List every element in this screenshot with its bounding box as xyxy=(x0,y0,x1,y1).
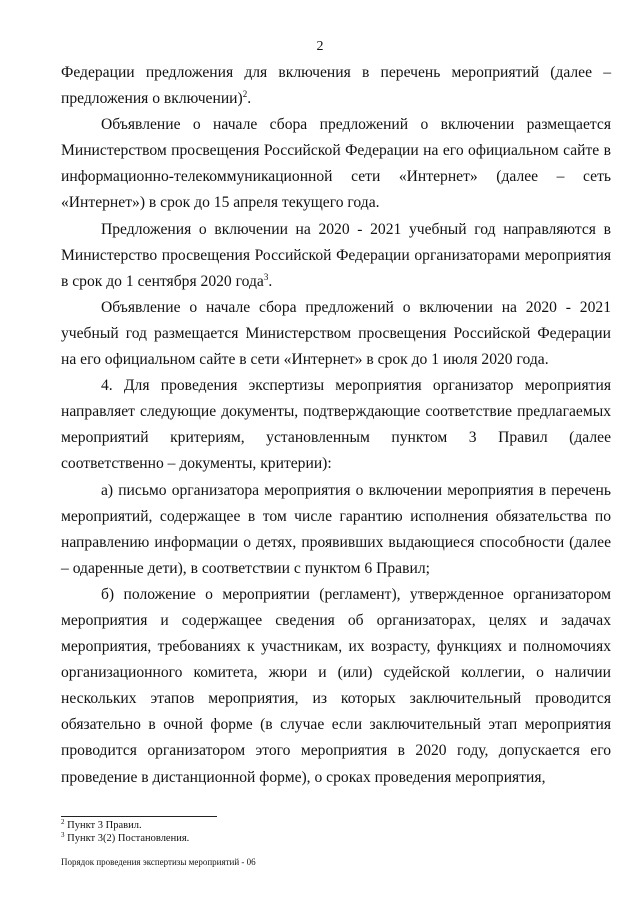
paragraph-3-text: Предложения о включении на 2020 - 2021 учебный год направляются в Министерство просвещения Российской Федерации организаторами мероприятия в срок до 1 сентября 2020 года xyxy=(61,220,611,290)
paragraph-1 xyxy=(61,60,611,112)
page-number: 2 xyxy=(316,39,324,54)
footnote-mark: 3 xyxy=(61,831,65,839)
footnote-divider xyxy=(61,816,217,817)
footnote-2 xyxy=(61,819,461,832)
body-text xyxy=(61,60,611,791)
paragraph-4: Объявление о начале сбора предложений о включении на 2020 - 2021 учебный год размещается Министерством просвещения Российской Федерации на его официальном сайте в сети «Интернет» в срок до 1 июля 2020 года. xyxy=(61,298,611,369)
paragraph-3-end: . xyxy=(268,272,273,290)
paragraph-7: б) положение о мероприятии (регламент), утвержденное организатором мероприятия и содержащее сведения об организаторах, целях и задачах мероприятия, требованиях к участникам, их возрасту, функциях и полномочиях организационного комитета, жюри и (или) судейской коллегии, о наличии нескольких этапов мероприятия, из которых заключительный проводится обязательно в очной форме (в случае если заключительный этап мероприятия проводится организатором этого мероприятия в 2020 году, допускается его проведение в дистанционной форме), о сроках проведения мероприятия, xyxy=(61,585,611,786)
footnote-mark: 2 xyxy=(61,818,65,826)
page-footer: Порядок проведения экспертизы мероприятий - 06 xyxy=(61,857,256,867)
paragraph-6: а) письмо организатора мероприятия о включении мероприятия в перечень мероприятий, содержащее в том числе гарантию исполнения обязательства по направлению информации о детях, проявивших выдающиеся способности (далее – одаренные дети), в соответствии с пунктом 6 Правил; xyxy=(61,481,611,577)
paragraph-3 xyxy=(61,217,611,295)
paragraph-5: 4. Для проведения экспертизы мероприятия организатор мероприятия направляет следующие документы, подтверждающие соответствие предлагаемых мероприятий критериям, установленным пунктом 3 Правил (далее соответственно – документы, критерии): xyxy=(61,377,611,473)
footnote-ref-2[interactable]: 2 xyxy=(242,89,248,100)
paragraph-2: Объявление о начале сбора предложений о включении размещается Министерством просвещения Российской Федерации на его официальном сайте в информационно-телекоммуникационной сети «Интернет» (далее – сеть «Интернет») в срок до 15 апреля текущего года. xyxy=(61,116,611,212)
footnote-3 xyxy=(61,832,461,845)
paragraph-1-end: . xyxy=(247,90,252,108)
paragraph-1-text: Федерации предложения для включения в перечень мероприятий (далее – предложения о включении) xyxy=(61,64,611,108)
footnote-ref-3[interactable]: 3 xyxy=(263,271,269,282)
footnote-text: Пункт 3(2) Постановления. xyxy=(67,833,190,844)
footnotes xyxy=(61,819,461,845)
footnote-text: Пункт 3 Правил. xyxy=(67,820,142,831)
